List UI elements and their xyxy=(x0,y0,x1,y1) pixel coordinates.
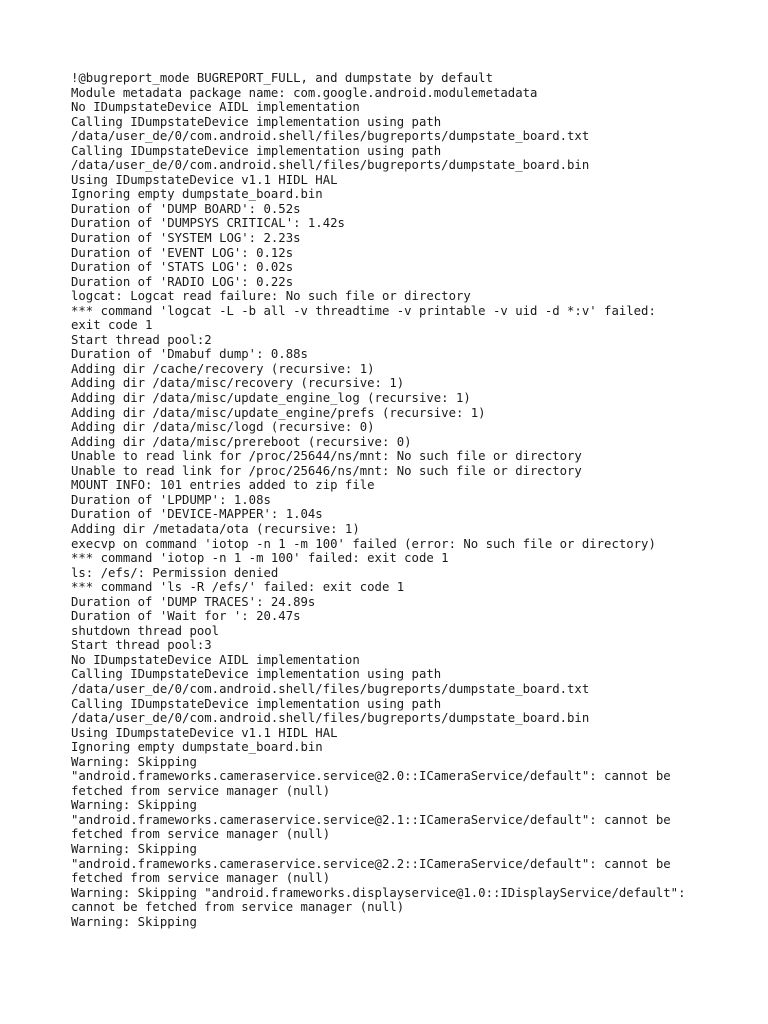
log-line: Adding dir /data/misc/update_engine/prefs (recursive: 1) xyxy=(71,405,486,420)
log-line: Duration of 'LPDUMP': 1.08s xyxy=(71,492,271,507)
log-line: !@bugreport_mode BUGREPORT_FULL, and dumpstate by default xyxy=(71,71,493,85)
log-line: Calling IDumpstateDevice implementation using path xyxy=(71,667,442,682)
log-line: *** command 'ls -R /efs/' failed: exit code 1 xyxy=(71,580,405,595)
log-line: Calling IDumpstateDevice implementation using path xyxy=(71,114,442,129)
log-line: Module metadata package name: com.google.android.modulemetadata xyxy=(71,85,538,100)
log-line: exit code 1 xyxy=(71,318,153,333)
log-line: Duration of 'Dmabuf dump': 0.88s xyxy=(71,347,308,362)
log-line: logcat: Logcat read failure: No such file or directory xyxy=(71,289,471,304)
log-line: /data/user_de/0/com.android.shell/files/bugreports/dumpstate_board.bin xyxy=(71,158,590,173)
log-line: execvp on command 'iotop -n 1 -m 100' failed (error: No such file or directory) xyxy=(71,536,656,551)
log-line: *** command 'iotop -n 1 -m 100' failed: exit code 1 xyxy=(71,551,449,566)
log-line: Duration of 'DUMPSYS CRITICAL': 1.42s xyxy=(71,216,345,231)
log-line: Adding dir /data/misc/recovery (recursive: 1) xyxy=(71,376,405,391)
log-line: Duration of 'DEVICE-MAPPER': 1.04s xyxy=(71,507,323,522)
log-line: Adding dir /metadata/ota (recursive: 1) xyxy=(71,521,360,536)
log-line: Adding dir /data/misc/logd (recursive: 0) xyxy=(71,420,375,435)
log-line: /data/user_de/0/com.android.shell/files/bugreports/dumpstate_board.txt xyxy=(71,129,590,144)
log-line: "android.frameworks.cameraservice.service@2.0::ICameraService/default": cannot be xyxy=(71,769,671,784)
log-line: Adding dir /data/misc/update_engine_log (recursive: 1) xyxy=(71,391,471,406)
log-line: Ignoring empty dumpstate_board.bin xyxy=(71,740,323,755)
log-line: Duration of 'RADIO LOG': 0.22s xyxy=(71,274,294,289)
log-line: ls: /efs/: Permission denied xyxy=(71,565,279,580)
log-line: cannot be fetched from service manager (null) xyxy=(71,900,405,915)
log-line: Warning: Skipping xyxy=(71,754,197,769)
log-line: Using IDumpstateDevice v1.1 HIDL HAL xyxy=(71,172,338,187)
log-line: Warning: Skipping "android.frameworks.displayservice@1.0::IDisplayService/default": xyxy=(71,885,686,900)
log-line: Adding dir /data/misc/prereboot (recursive: 0) xyxy=(71,434,412,449)
log-line: fetched from service manager (null) xyxy=(71,827,331,842)
log-line: Calling IDumpstateDevice implementation using path xyxy=(71,696,442,711)
log-line: Warning: Skipping xyxy=(71,841,197,856)
log-line: Using IDumpstateDevice v1.1 HIDL HAL xyxy=(71,725,338,740)
log-line: fetched from service manager (null) xyxy=(71,783,331,798)
log-line: Duration of 'DUMP BOARD': 0.52s xyxy=(71,201,301,216)
log-line: *** command 'logcat -L -b all -v threadtime -v printable -v uid -d *:v' failed: xyxy=(71,303,656,318)
bugreport-log xyxy=(71,71,731,929)
log-line: Warning: Skipping xyxy=(71,914,197,929)
log-line: shutdown thread pool xyxy=(71,623,220,638)
log-line: "android.frameworks.cameraservice.service@2.1::ICameraService/default": cannot be xyxy=(71,812,671,827)
log-line: /data/user_de/0/com.android.shell/files/bugreports/dumpstate_board.bin xyxy=(71,711,590,726)
log-line: MOUNT INFO: 101 entries added to zip file xyxy=(71,478,375,493)
log-line: Unable to read link for /proc/25644/ns/mnt: No such file or directory xyxy=(71,449,582,464)
log-line: Duration of 'SYSTEM LOG': 2.23s xyxy=(71,231,301,246)
log-line: Warning: Skipping xyxy=(71,798,197,813)
log-line: Duration of 'DUMP TRACES': 24.89s xyxy=(71,594,316,609)
log-line: Unable to read link for /proc/25646/ns/mnt: No such file or directory xyxy=(71,463,582,478)
log-line: Adding dir /cache/recovery (recursive: 1) xyxy=(71,361,375,376)
log-line: "android.frameworks.cameraservice.service@2.2::ICameraService/default": cannot be xyxy=(71,856,671,871)
log-line: Duration of 'STATS LOG': 0.02s xyxy=(71,260,294,275)
log-line: /data/user_de/0/com.android.shell/files/bugreports/dumpstate_board.txt xyxy=(71,681,590,696)
log-line: Duration of 'EVENT LOG': 0.12s xyxy=(71,245,294,260)
log-line: fetched from service manager (null) xyxy=(71,871,331,886)
log-line: Start thread pool:3 xyxy=(71,638,212,653)
log-line: Calling IDumpstateDevice implementation using path xyxy=(71,143,442,158)
log-line: Ignoring empty dumpstate_board.bin xyxy=(71,187,323,202)
log-line: No IDumpstateDevice AIDL implementation xyxy=(71,100,360,115)
log-line: No IDumpstateDevice AIDL implementation xyxy=(71,652,360,667)
log-line: Start thread pool:2 xyxy=(71,332,212,347)
log-line: Duration of 'Wait for ': 20.47s xyxy=(71,609,301,624)
